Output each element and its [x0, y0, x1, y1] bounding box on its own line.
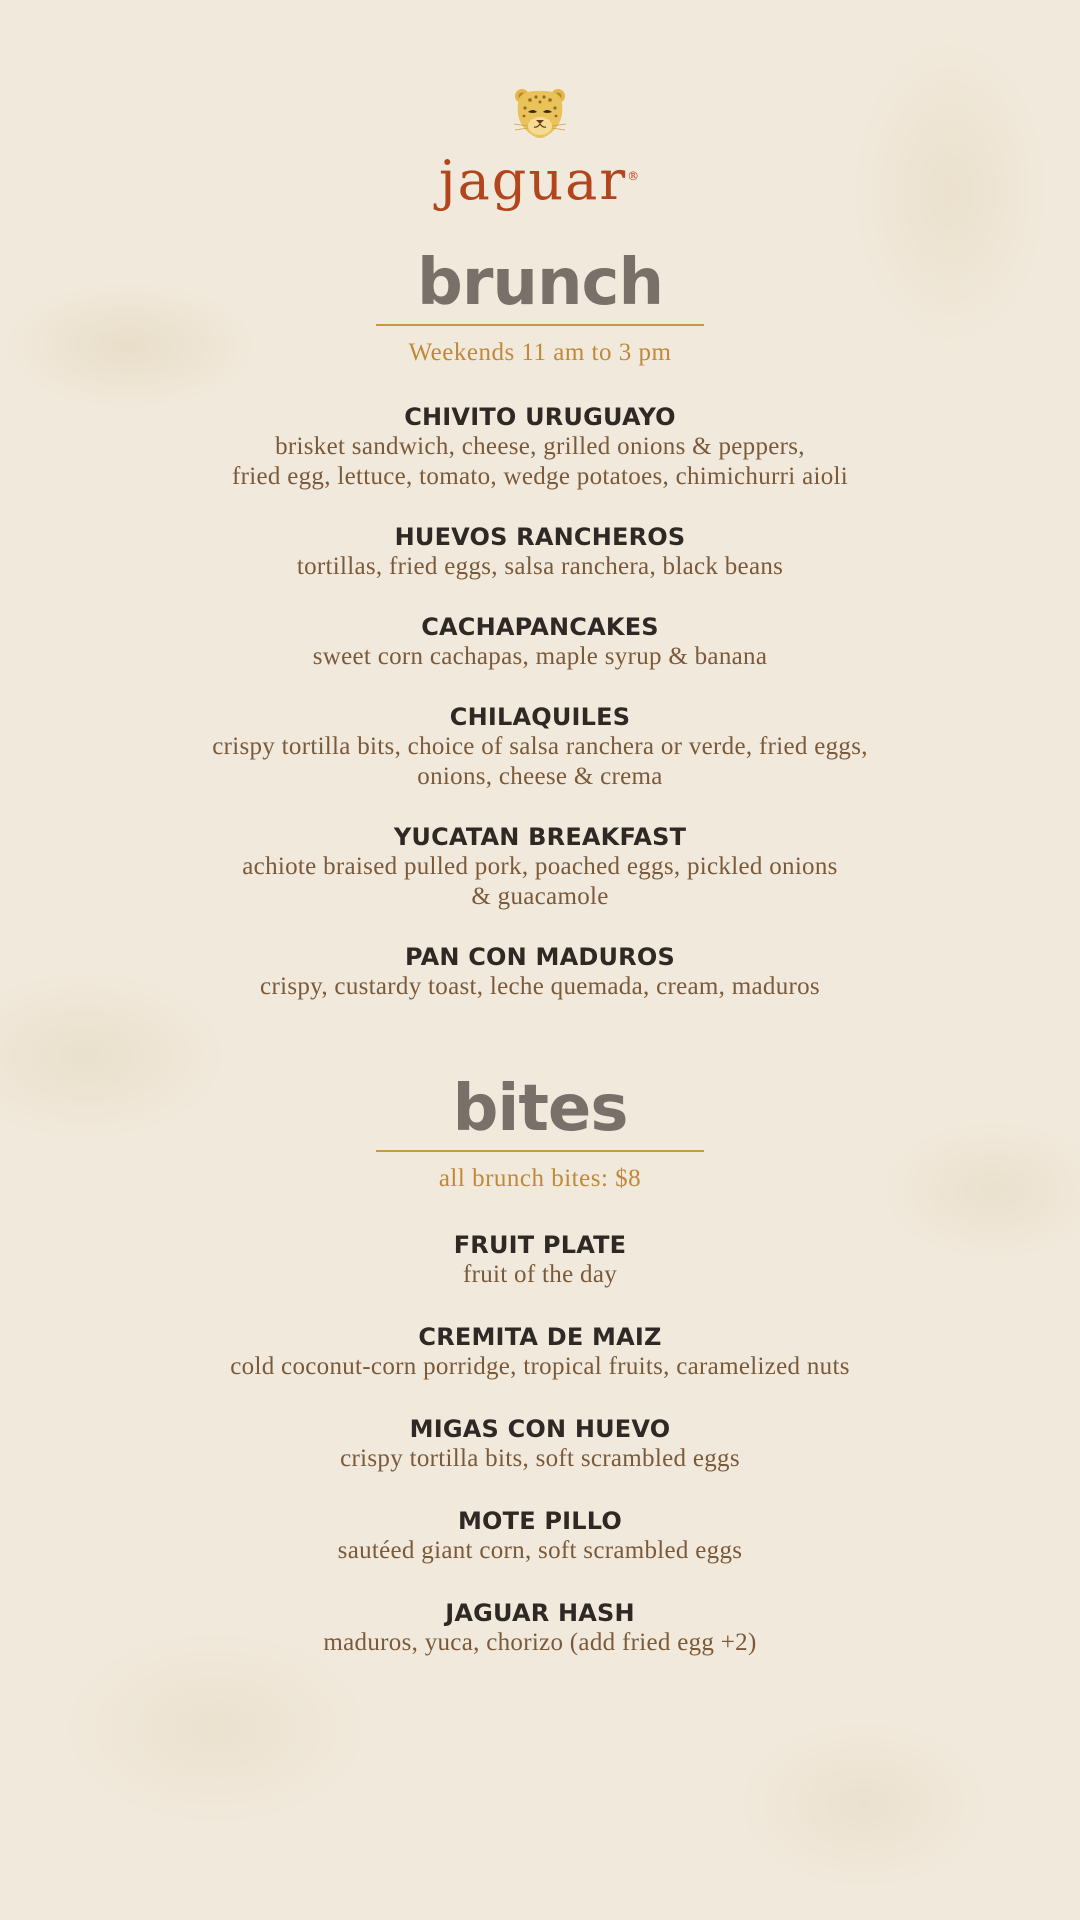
jaguar-head-icon — [510, 86, 570, 142]
menu-item — [0, 402, 1080, 492]
menu-item-name: CACHAPANCAKES — [421, 613, 659, 641]
menu-item-name: MIGAS CON HUEVO — [409, 1415, 671, 1443]
brunch-menu-list — [0, 402, 1080, 1002]
menu-item-description: crispy tortilla bits, choice of salsa ranchera or verde, fried eggs, onions, cheese & crema — [212, 733, 868, 790]
menu-item-name: CREMITA DE MAIZ — [418, 1323, 662, 1351]
menu-item-description: fruit of the day — [462, 1261, 618, 1288]
menu-item-name: CHILAQUILES — [449, 703, 631, 731]
menu-item — [0, 702, 1080, 792]
menu-item — [0, 522, 1080, 582]
menu-item-description: maduros, yuca, chorizo (add fried egg +2) — [323, 1629, 757, 1656]
menu-item-description: crispy tortilla bits, soft scrambled eggs — [340, 1445, 740, 1472]
bites-menu-list — [0, 1230, 1080, 1658]
menu-item — [0, 1322, 1080, 1382]
registered-mark: ® — [627, 169, 642, 183]
bites-divider — [376, 1150, 704, 1152]
menu-item — [0, 612, 1080, 672]
menu-item — [0, 1506, 1080, 1566]
menu-item — [0, 1598, 1080, 1658]
menu-item-name: PAN CON MADUROS — [405, 943, 675, 971]
brunch-divider — [376, 324, 704, 326]
menu-item-description: tortillas, fried eggs, salsa ranchera, black beans — [296, 553, 784, 580]
menu-item — [0, 1414, 1080, 1474]
menu-item-description: crispy, custardy toast, leche quemada, cream, maduros — [260, 973, 820, 1000]
bites-title: bites — [452, 1072, 628, 1146]
brunch-section — [0, 248, 1080, 1002]
menu-item-name: JAGUAR HASH — [445, 1599, 635, 1627]
brunch-hours: Weekends 11 am to 3 pm — [408, 339, 672, 366]
menu-item-name: MOTE PILLO — [457, 1507, 623, 1535]
menu-item-name: CHIVITO URUGUAYO — [404, 403, 676, 431]
wordmark-text: jaguar — [438, 149, 628, 212]
menu-item-description: sautéed giant corn, soft scrambled eggs — [337, 1537, 743, 1564]
menu-item-description: achiote braised pulled pork, poached eggs, pickled onions & guacamole — [242, 853, 838, 910]
bites-section — [0, 1074, 1080, 1658]
restaurant-logo — [0, 86, 1080, 211]
menu-item-description: cold coconut-corn porridge, tropical fruits, caramelized nuts — [230, 1353, 850, 1380]
menu-item-name: YUCATAN BREAKFAST — [393, 823, 687, 851]
menu-item — [0, 1230, 1080, 1290]
menu-item — [0, 942, 1080, 1002]
menu-item — [0, 822, 1080, 912]
bites-price-note: all brunch bites: $8 — [438, 1165, 642, 1192]
brunch-title: brunch — [417, 246, 663, 320]
brand-wordmark — [0, 146, 1080, 211]
menu-item-description: brisket sandwich, cheese, grilled onions & peppers, fried egg, lettuce, tomato, wedge potatoes, chimichurri aioli — [231, 433, 849, 490]
menu-item-name: HUEVOS RANCHEROS — [394, 523, 686, 551]
menu-item-description: sweet corn cachapas, maple syrup & banana — [312, 643, 768, 670]
menu-item-name: FRUIT PLATE — [453, 1231, 627, 1259]
